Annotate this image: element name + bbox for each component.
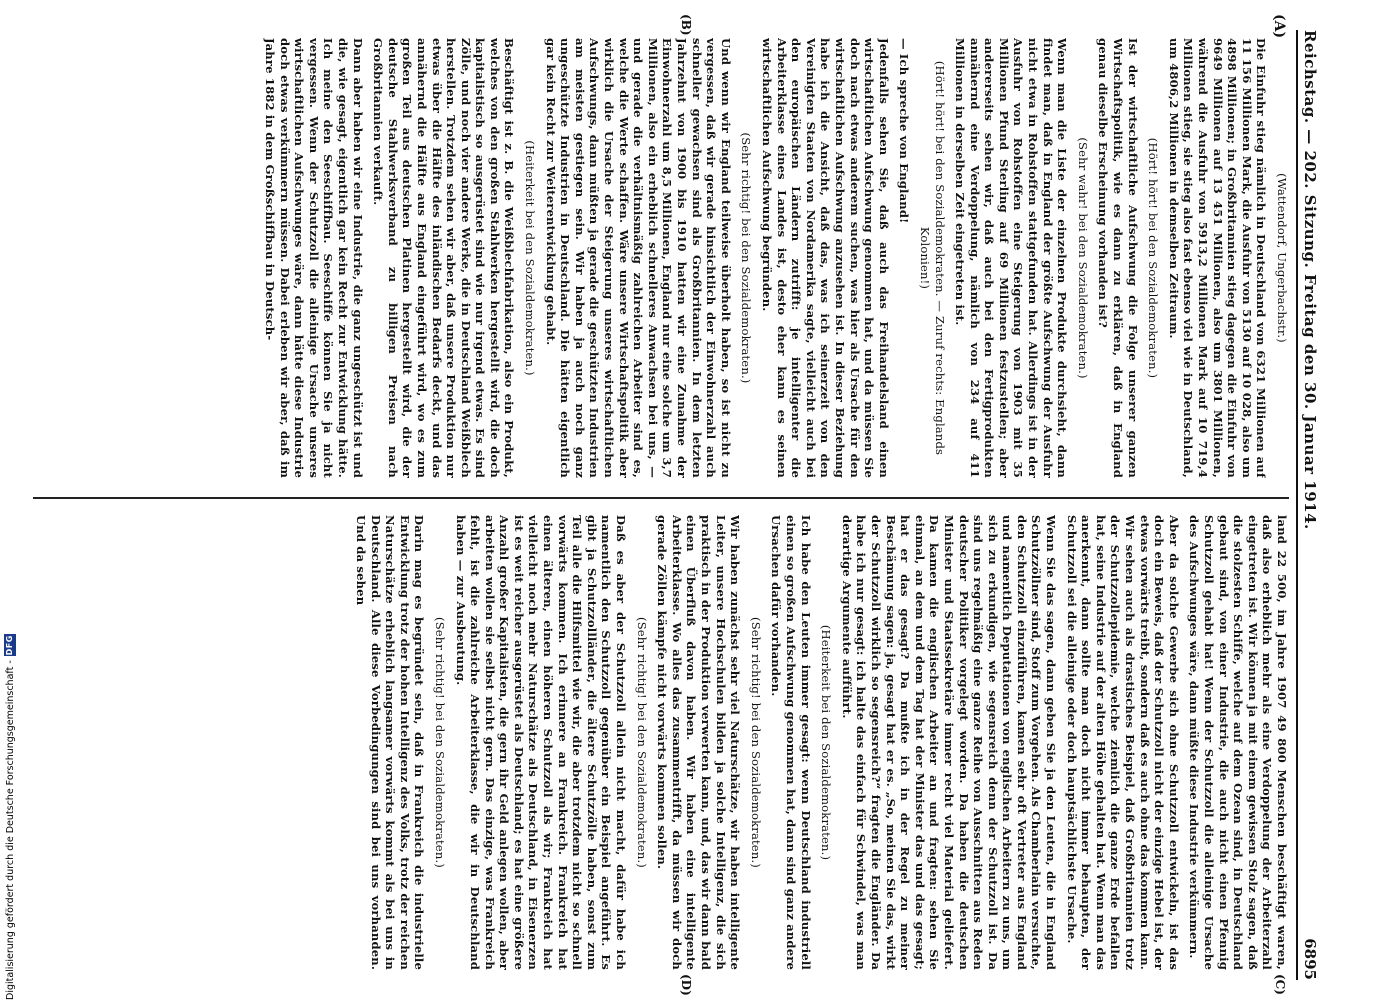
- margin-marker-b: (B): [679, 14, 693, 36]
- paragraph: Ist der wirtschaftliche Aufschwung die Folge unserer ganzen Wirtschaftspolitik, wie es dann zu erklären, daß in England genau dieselbe Erscheinung vorhanden ist?: [1096, 38, 1140, 478]
- interjection: (Heiterkeit bei den Sozialdemokraten.): [523, 140, 538, 376]
- paragraph: Die Einfuhr stieg nämlich in Deutschland von 6321 Millionen auf 11 156 Millionen Mark, die Ausfuhr von 5130 auf 10 028, also um 4898 Millionen; in Großbritannien stieg dagegen die Einfuhr von 9649 Millionen auf 13 451 Millionen, also um 3801 Millionen, während die Ausfuhr von 5913,2 Millionen Mark auf 10 719,4 Millionen stieg, sie stieg also fast ebenso viel wie in Deutschland, um 4806,2 Millionen in demselben Zeitraum.: [1166, 38, 1269, 478]
- margin-marker-c: (C): [1273, 974, 1287, 995]
- digitization-note: [4, 634, 16, 1000]
- paragraph: Beschäftigt ist z. B. die Weißblechfabrikation, also ein Produkt, welches von den großen Stahlwerken hergestellt wird, die doch kapitalistisch so ausgerüstet sind wie nur irgend etwas. Es sind Zölle, und noch vier andere Werke, die in Deutschland Weißblech herstellen. Trotzdem sehen wir aber, daß unsere Produktion nur etwas über die Hälfte des inländischen Bedarfs deckt, und das annähernd die Hälfte aus England eingeführt wird, wo es zum großen Teil aus deutschen Platinen hergestellt wird, die der deutsche Stahlwerksverband zu billigen Preisen nach Großbritannien verkauft.: [371, 38, 517, 478]
- paragraph: Daß es aber der Schutzzoll allein nicht macht, dafür habe ich namentlich den Schutzzoll gegenüber ein Beispiel angeführt. Es gibt ja Schutzzollländer, die ältere Schutzzölle haben, sonst zum Teil alle die Hilfsmittel wie wir, die aber trotzdem nicht so schnell vorwärts kommen. Ich erinnere an Frankreich. Frankreich hat einen älteren, einen höheren Schutzzoll als wir; Frankreich hat vielleicht noch mehr Naturschätze als Deutschland, in Eisenerzen ist es weit reicher ausgerüstet als Deutschland; es hat eine größere Anzahl großer Kapitalisten, die gern ihr Geld anlegen wollen, aber arbeiten wollen sie selbst nicht gern. Das einzige, was Frankreich fehlt, ist die zahlreiche Arbeiterklasse, die wir in Deutschland haben — zur Ausbeutung.: [453, 515, 629, 970]
- rotated-page: [3, 0, 1333, 1000]
- interjection: (Hört! hört! bei den Sozialdemokraten.): [1146, 137, 1161, 379]
- page-header: [1296, 30, 1331, 980]
- margin-marker-a: (A): [1271, 14, 1287, 39]
- interjection: (Sehr richtig! bei den Sozialdemokraten.): [432, 617, 447, 868]
- dfg-logo-icon: DFG: [5, 635, 14, 656]
- paragraph: land 22 500, im Jahre 1907 49 800 Menschen beschäftigt waren, daß also erheblich mehr als eine Verdoppelung der Arbeiterzahl eingetreten ist. Wir können ja mit einem gewissen Stolz sagen, daß die stolzesten Schiffe, welche auf dem Ozean sind, in Deutschland gebaut sind, von einer Industrie, die auch nicht einen Pfennig Schutzzoll gehabt hat! Wenn der Schutzzoll die alleinige Ursache des Aufschwunges wäre, dann müßte diese Industrie verkümmern.: [1187, 515, 1289, 970]
- right-text-column: [33, 515, 1289, 970]
- interjection: (Sehr richtig! bei den Sozialdemokraten.): [739, 132, 754, 384]
- interjection: (Heiterkeit bei den Sozialdemokraten.): [819, 624, 834, 861]
- paragraph: Wir haben zunächst sehr viel Naturschätze, wir haben intelligente Leiter, unsere Hochschulen bilden ja solche Intelligenz, die sich praktisch in der Produktion verwerten kann, und, das wir dann bald einen Überfluß davon haben. Wir haben eine intelligente Arbeiterklasse. Wo alles das zusammentrifft, da müssen wir doch gerade Zöllen kämpfe nicht vorwärts kommen sollen.: [655, 515, 743, 970]
- interjection: (Sehr richtig! bei den Sozialdemokraten.): [748, 617, 763, 868]
- paragraph: Ich habe den Leuten immer gesagt: wenn Deutschland industriell einen so großen Aufschwung genommen hat, dann sind ganz andere Ursachen dafür vorhanden.: [769, 515, 813, 970]
- paragraph: Dann aber haben wir eine Industrie, die ganz ungeschützt ist und die, wie gesagt, eigentlich gar kein Recht zur Entwicklung hätte. Ich meine den Seeschiffbau. Seeschiffe können Sie ja nicht vergessen. Wenn der Schutzzoll die alleinige Ursache unseres wirtschaftlichen Aufschwunges wäre, dann hätte diese Industrie doch etwas verkümmern müssen. Dabei erleben wir aber, daß im Jahre 1882 in dem Großschiffbau in Deutsch-: [263, 38, 365, 478]
- header-title: Reichstag. — 202. Sitzung. Freitag den 30. Januar 1914.: [1301, 30, 1319, 530]
- interjection: (Sehr wahr! bei den Sozialdemokraten.): [1075, 137, 1090, 379]
- paragraph: Wenn man die Liste der einzelnen Produkte durchsieht, dann findet man, daß in England der größte Aufschwung der Ausfuhr nicht etwa in Rohstoffen stattgefunden hat. Allerdings ist in der Ausfuhr von Rohstoffen eine Steigerung von 1903 mit 35 Millionen Pfund Sterling auf 69 Millionen festzustellen; aber andererseits sehen wir, daß auch bei den Fertigprodukten annähernd eine Verdoppelung, nämlich von 234 auf 411 Millionen in derselben Zeit eingetreten ist.: [953, 38, 1070, 478]
- paragraph: Darin mag es begründet sein, daß in Frankreich die industrielle Entwicklung trotz der hohen Intelligenz des Volks, trotz der reichen Naturschätze erheblich langsamer vorwärts kommt als bei uns in Deutschland. Alle diese Vorbedingungen sind bei uns vorhanden. Und da sehen: [353, 515, 427, 970]
- left-text-column: [33, 38, 1289, 478]
- column-divider: [33, 497, 1289, 499]
- margin-marker-d: (D): [679, 974, 693, 996]
- paragraph: Jedenfalls sehen Sie, daß auch das Freihandelsland einen wirtschaftlichen Aufschwung genommen hat, und da müssen Sie doch nach etwas anderem suchen, was hier als Ursache für den wirtschaftlichen Aufschwung anzusehen ist. In dieser Beziehung habe ich die Ansicht, daß das, was ich seinerzeit von den Vereinigten Staaten von Nordamerika sagte, vielleicht auch bei den europäischen Ländern zutrifft: je intelligenter die Arbeiterklasse eines Landes ist, desto eher kann es seinen wirtschaftlichen Aufschwung begründen.: [760, 38, 891, 478]
- interjection: (Sehr richtig! bei den Sozialdemokraten.): [634, 617, 649, 868]
- interjection: (Wattendorf, Ungerbachstr.): [1275, 173, 1289, 343]
- paragraph: Und wenn wir England teilweise überholt haben, so ist nicht zu vergessen, daß wir gerade hinsichtlich der Einwohnerzahl auch schneller gewachsen sind als Großbritannien. In dem letzten Jahrzehnt von 1900 bis 1910 hatten wir eine Zunahme der Einwohnerzahl um 8,5 Millionen, England nur eine solche um 3,7 Millionen, also ein erheblich schnelleres Anwachsen bei uns, — und gerade die verhältnismäßig zahlreichen Arbeiter sind es, welche die Werte schaffen. Wäre unsere Wirtschaftspolitik aber wirklich die Ursache der Steigerung unseres wirtschaftlichen Aufschwungs, dann müßten ja gerade die geschützten Industrien am meisten gestiegen sein. Wir haben ja auch noch ganz ungeschützte Industrien in Deutschland. Die hätten eigentlich gar kein Recht zur Weiterentwicklung gehabt.: [543, 38, 733, 478]
- page-number: 6895: [1301, 938, 1319, 980]
- paragraph: — Ich spreche von England!: [897, 38, 912, 224]
- interjection: (Hört! hört! bei den Sozialdemokraten. — Zuruf rechts: Englands Kolonien!): [917, 60, 947, 456]
- digitization-text: Digitalisierung gefördert durch die Deutsche Forschungsgemeinschaft -: [4, 660, 16, 1000]
- paragraph: Aber da solche Gewerbe sich ohne Schutzzoll entwickeln, ist das doch ein Beweis, daß der Schutzzoll nicht der einzige Hebel ist, der etwas vorwärts treibt, sondern daß es auch ohne das kommen kann. Wir sehen auch als drastisches Beispiel, daß Großbritannien trotz der Schutzzollepidemie, welche ziemlich die ganze Erde befallen hat, seine Industrie auf der alten Höhe gehalten hat. Wenn man das anerkennt, dann sollte man doch nicht immer behaupten, der Schutzzoll sei die alleinige oder doch hauptsächlichste Ursache.: [1064, 515, 1181, 970]
- paragraph: Wenn Sie das sagen, dann geben Sie ja den Leuten, die in England Schutzzöllner sind, Stoff zum Vorgehen. Als Chamberlain versuchte, den Schutzzoll einzuführen, kamen sehr oft Vertreter aus England und namentlich Deputationen von englischen Arbeitern zu uns, um sich zu erkundigen, wie segensreich denn der Schutzzoll ist. Da sind uns regelmäßig eine ganze Reihe von Ausschnitten aus Reden deutscher Politiker vorgelegt worden. Da haben die deutschen Minister und Staatssekretäre immer recht viel Material geliefert. Da kamen die englischen Arbeiter an und fragten: sehen Sie einmal, an dem und dem Tag hat der Minister das und das gesagt; hat er das gesagt? Da mußte ich in der Regel zu meiner Beschämung sagen: ja, gesagt hat er es. „So, meinen Sie das, wirkt der Schutzzoll wirklich so segensreich?“ fragten die Engländer. Da habe ich nur gesagt: ich halte das einfach für Schwindel, was man derartige Argumente aufführt.: [839, 515, 1059, 970]
